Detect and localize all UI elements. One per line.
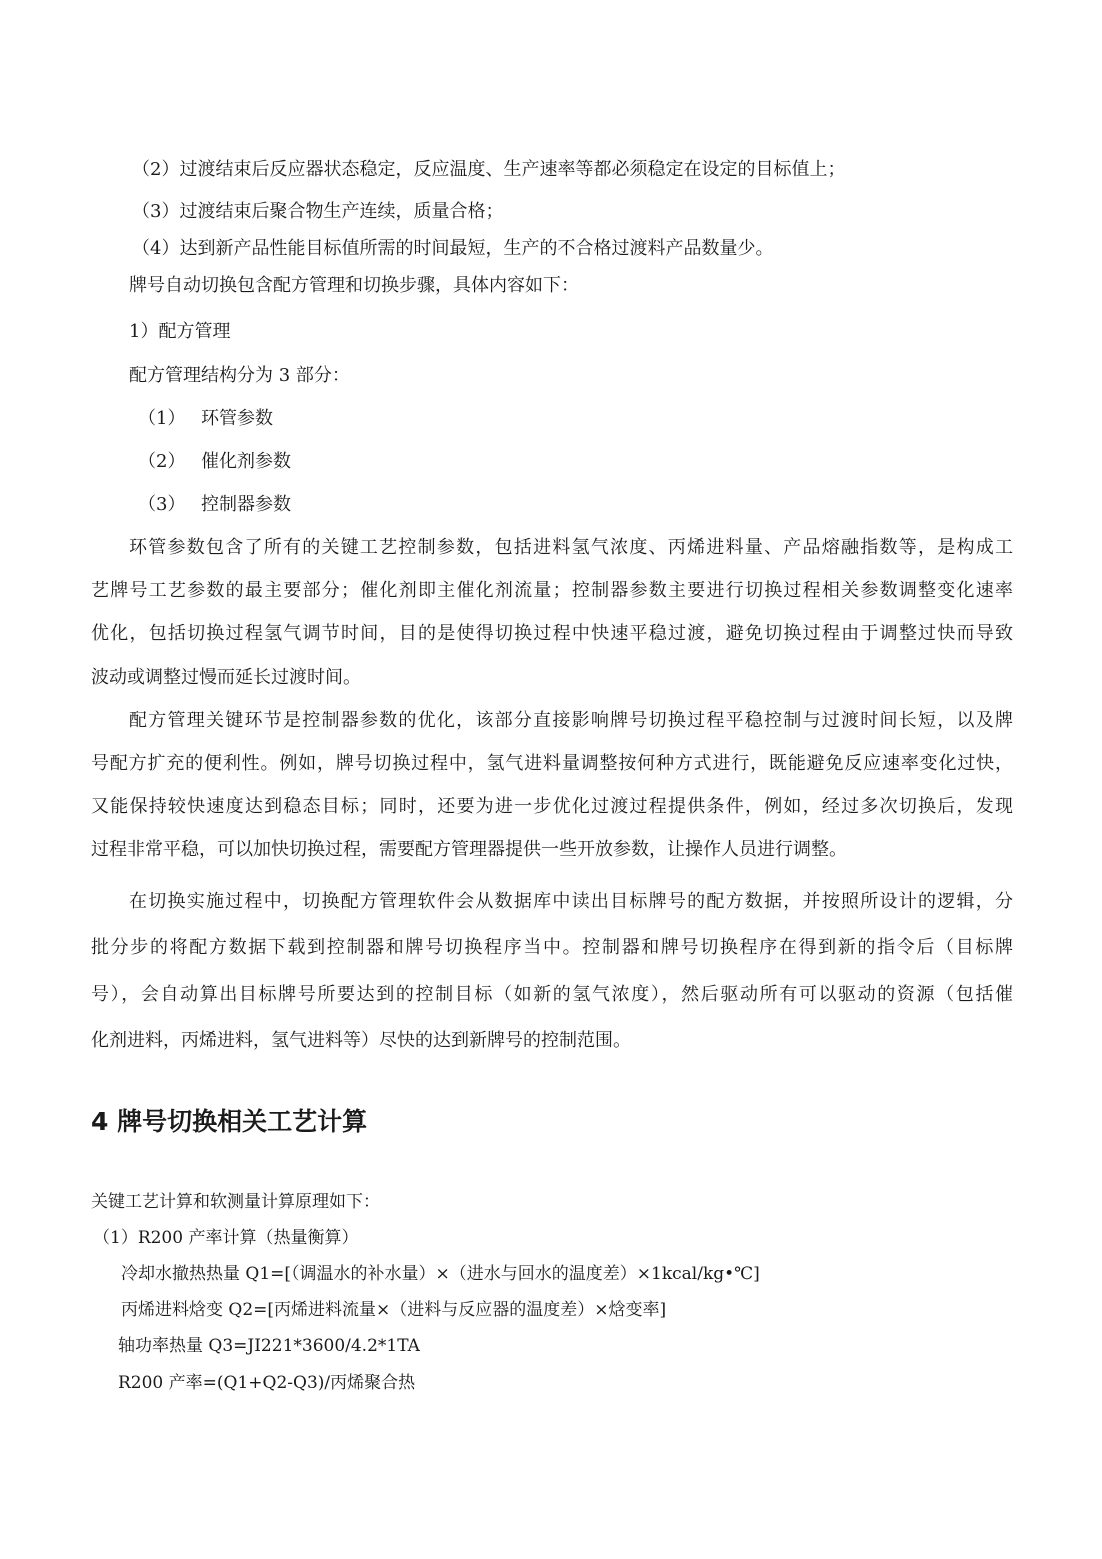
calc-title: （1）R200 产率计算（热量衡算） (93, 1228, 359, 1248)
paragraph-line: 配方管理关键环节是控制器参数的优化，该部分直接影响牌号切换过程平稳控制与过渡时间长短，以及牌 (129, 710, 1013, 731)
part-label: 催化剂参数 (201, 451, 291, 472)
paragraph-line: 艺牌号工艺参数的最主要部分；催化剂即主催化剂流量；控制器参数主要进行切换过程相关参数调整变化速率 (91, 580, 1013, 601)
paragraph-line: 波动或调整过慢而延长过渡时间。 (91, 667, 361, 688)
part-number: （2） (138, 451, 186, 472)
paragraph-line: 化剂进料，丙烯进料，氢气进料等）尽快的达到新牌号的控制范围。 (91, 1030, 631, 1051)
section-title: 1）配方管理 (129, 321, 231, 342)
part-number: （3） (138, 494, 186, 515)
structure-intro: 配方管理结构分为 3 部分： (129, 365, 350, 386)
list-item: （2）过渡结束后反应器状态稳定，反应温度、生产速率等都必须稳定在设定的目标值上； (132, 159, 846, 180)
list-item: （4）达到新产品性能目标值所需的时间最短，生产的不合格过渡料产品数量少。 (132, 238, 774, 259)
list-item: （3）过渡结束后聚合物生产连续，质量合格； (132, 201, 504, 222)
part-label: 控制器参数 (201, 494, 291, 515)
section-heading: 4 牌号切换相关工艺计算 (91, 1107, 368, 1136)
intro-text: 牌号自动切换包含配方管理和切换步骤，具体内容如下： (129, 275, 579, 296)
paragraph-line: 在切换实施过程中，切换配方管理软件会从数据库中读出目标牌号的配方数据，并按照所设计的逻辑，分 (129, 891, 1013, 912)
part-label: 环管参数 (201, 408, 273, 429)
paragraph-line: 优化，包括切换过程氢气调节时间，目的是使得切换过程中快速平稳过渡，避免切换过程由于调整过快而导致 (91, 623, 1013, 644)
paragraph-line: 环管参数包含了所有的关键工艺控制参数，包括进料氢气浓度、丙烯进料量、产品熔融指数等，是构成工 (129, 537, 1013, 558)
paragraph-line: 号配方扩充的便利性。例如，牌号切换过程中，氢气进料量调整按何种方式进行，既能避免反应速率变化过快， (91, 753, 1013, 774)
formula-line: 轴功率热量 Q3=JI221*3600/4.2*1TA (118, 1336, 420, 1356)
formula-line: 冷却水撤热热量 Q1=[（调温水的补水量）×（进水与回水的温度差）×1kcal/kg•℃] (121, 1264, 760, 1284)
paragraph-line: 号），会自动算出目标牌号所要达到的控制目标（如新的氢气浓度），然后驱动所有可以驱动的资源（包括催 (91, 984, 1013, 1005)
paragraph-line: 过程非常平稳，可以加快切换过程，需要配方管理器提供一些开放参数，让操作人员进行调整。 (91, 839, 847, 860)
formula-line: R200 产率=(Q1+Q2-Q3)/丙烯聚合热 (118, 1373, 416, 1393)
paragraph-line: 又能保持较快速度达到稳态目标；同时，还要为进一步优化过渡过程提供条件，例如，经过多次切换后，发现 (91, 796, 1013, 817)
part-number: （1） (138, 408, 186, 429)
formula-line: 丙烯进料焓变 Q2=[丙烯进料流量×（进料与反应器的温度差）×焓变率] (121, 1300, 667, 1320)
paragraph-line: 批分步的将配方数据下载到控制器和牌号切换程序当中。控制器和牌号切换程序在得到新的指令后（目标牌 (91, 937, 1013, 958)
calc-intro: 关键工艺计算和软测量计算原理如下： (91, 1192, 380, 1212)
